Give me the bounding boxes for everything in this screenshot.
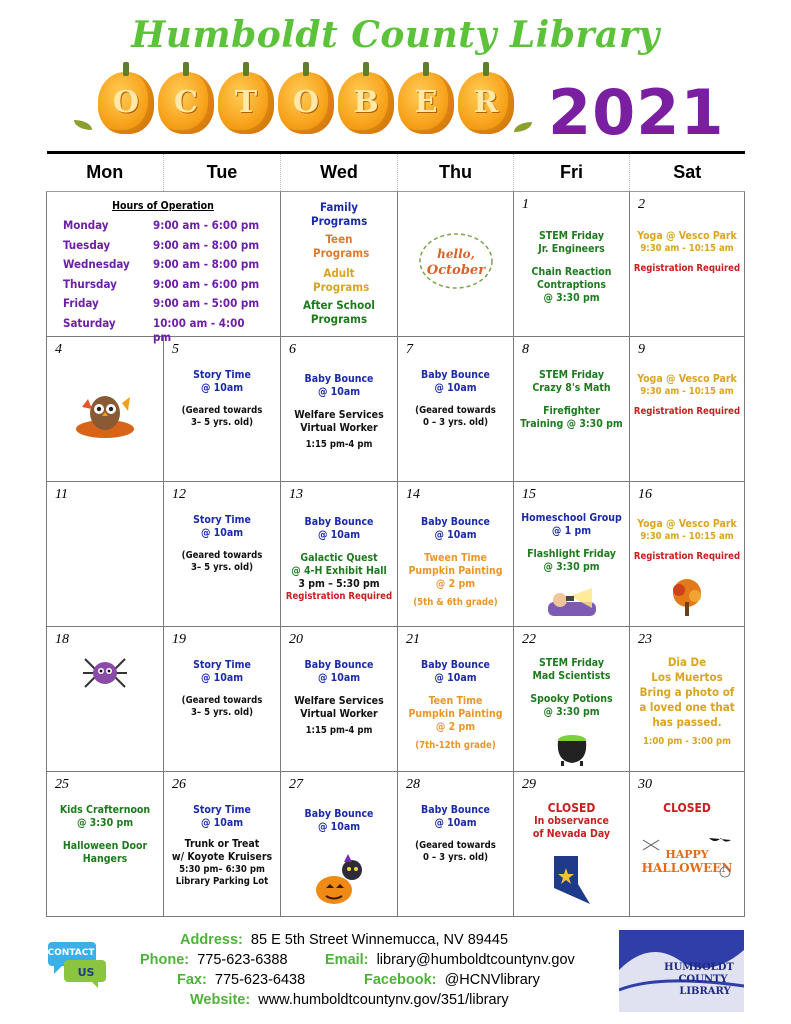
hours-time: 9:00 am - 5:00 pm — [153, 296, 260, 310]
day-events — [632, 802, 742, 815]
event-line: 3– 5 yrs. old) — [190, 417, 254, 428]
weekday-mon: Mon — [47, 153, 164, 192]
event-line: (Geared towards — [181, 695, 263, 706]
hours-row — [63, 296, 263, 316]
day-number: 9 — [638, 342, 645, 357]
event-line: Baby Bounce — [304, 516, 374, 528]
day-number: 23 — [638, 632, 652, 647]
event-line: (Geared towards — [415, 405, 496, 416]
day-number: 22 — [522, 632, 536, 647]
event-line: @ 10am — [434, 529, 477, 541]
event-line: Yoga @ Vesco Park — [637, 230, 737, 242]
event-line: 9:30 am - 10:15 am — [640, 243, 734, 254]
day-cell — [164, 482, 281, 627]
day-cell — [164, 772, 281, 917]
event-line: @ 10am — [434, 382, 477, 394]
page-title: Humboldt County Library — [131, 14, 660, 56]
event-line: Registration Required — [633, 551, 741, 562]
day-events — [632, 518, 742, 563]
event-line: Yoga @ Vesco Park — [637, 373, 737, 385]
event-line: STEM Friday — [538, 657, 605, 669]
event-line: 0 – 3 yrs. old) — [422, 417, 488, 428]
day-number: 1 — [522, 197, 529, 212]
day-events — [516, 369, 627, 431]
day-cell — [281, 627, 398, 772]
event-line: Teen Time — [428, 695, 483, 707]
hours-day: Saturday — [63, 315, 116, 330]
event-line: 1:00 pm - 3:00 pm — [642, 736, 731, 747]
address-value: 85 E 5th Street Winnemucca, NV 89445 — [250, 932, 509, 948]
day-cell — [630, 482, 745, 627]
event-line: 5:30 pm– 6:30 pm — [179, 864, 265, 875]
happy-text: HAPPY — [665, 848, 709, 861]
email-link[interactable]: library@humboldtcountynv.gov — [376, 952, 575, 968]
event-line: Chain Reaction — [531, 266, 612, 278]
event-line: @ 3:30 pm — [543, 706, 600, 718]
event-line: @ 10am — [317, 672, 361, 684]
day-number: 27 — [289, 777, 303, 792]
day-events — [400, 369, 511, 429]
email-line — [325, 952, 575, 968]
logo-text: LIBRARY — [679, 986, 731, 997]
event-line: Registration Required — [285, 591, 393, 602]
day-cell — [514, 337, 630, 482]
happy-halloween-icon — [639, 836, 735, 880]
event-line: 3– 5 yrs. old) — [190, 707, 254, 718]
event-line: (7th-12th grade) — [415, 740, 496, 751]
event-line: Welfare Services — [294, 409, 384, 421]
day-cell — [398, 772, 514, 917]
svg-text:hello,: hello, — [436, 247, 475, 261]
event-line: @ 10am — [434, 672, 477, 684]
day-cell — [514, 192, 630, 337]
legend-teen: Teen Programs — [313, 232, 370, 260]
event-line: @ 10am — [200, 817, 244, 829]
year-label: 2021 — [548, 76, 725, 149]
day-cell — [630, 337, 745, 482]
event-line: Flashlight Friday — [527, 548, 616, 560]
event-line: Hangers — [82, 853, 128, 865]
address-label: Address: — [180, 932, 243, 948]
event-line: @ 10am — [200, 382, 244, 394]
day-cell — [47, 482, 164, 627]
day-events — [632, 373, 742, 418]
event-line: Galactic Quest — [300, 552, 378, 564]
event-line: 3– 5 yrs. old) — [190, 562, 254, 573]
day-events — [632, 230, 742, 275]
day-number: 7 — [406, 342, 413, 357]
event-line: Trunk or Treat — [184, 838, 260, 850]
legend-after-school: After School Programs — [303, 298, 375, 326]
day-cell — [398, 482, 514, 627]
day-cell — [514, 627, 630, 772]
event-line: 1:15 pm-4 pm — [305, 439, 373, 450]
event-line: CLOSED — [663, 801, 711, 815]
event-line: Library Parking Lot — [175, 876, 269, 887]
fax-value: 775-623-6438 — [214, 972, 306, 988]
hours-time: 9:00 am - 6:00 pm — [153, 218, 260, 232]
pumpkin-letter-icon: O — [98, 72, 154, 134]
event-line: (Geared towards — [415, 840, 496, 851]
fax-line — [177, 972, 305, 988]
event-line: 9:30 am - 10:15 am — [640, 386, 734, 397]
hours-day: Wednesday — [63, 257, 130, 271]
event-line: Baby Bounce — [304, 373, 374, 385]
event-line: (Geared towards — [181, 550, 263, 561]
day-events — [166, 659, 278, 719]
event-line: Training @ 3:30 pm — [520, 418, 623, 430]
day-cell — [630, 627, 745, 772]
event-line: @ 3:30 pm — [543, 292, 600, 304]
event-line: @ 10am — [317, 821, 361, 833]
day-events — [166, 804, 278, 888]
day-cell — [281, 482, 398, 627]
day-number: 18 — [55, 632, 69, 647]
day-number: 20 — [289, 632, 303, 647]
event-line: (5th & 6th grade) — [413, 597, 498, 608]
weekday-fri: Fri — [514, 153, 630, 192]
website-label: Website: — [190, 992, 251, 1008]
flashlight-reading-icon — [544, 586, 600, 624]
hours-row — [63, 218, 263, 238]
day-events — [516, 802, 627, 841]
day-number: 30 — [638, 777, 652, 792]
day-cell — [514, 482, 630, 627]
event-line: (Geared towards — [181, 405, 263, 416]
event-line: Baby Bounce — [304, 808, 374, 820]
hours-heading: Hours of Operation — [112, 200, 214, 212]
event-line: @ 10am — [434, 817, 477, 829]
day-number: 25 — [55, 777, 69, 792]
nevada-state-icon — [552, 854, 592, 910]
event-line: Yoga @ Vesco Park — [637, 518, 737, 530]
pumpkin-letter-icon: E — [398, 72, 454, 134]
week-row — [47, 482, 745, 627]
calendar-grid — [46, 151, 745, 917]
day-cell — [630, 192, 745, 337]
pumpkin-letter-icon: T — [218, 72, 274, 134]
week-row — [47, 772, 745, 917]
phone-value[interactable]: 775-623-6388 — [197, 952, 288, 968]
day-cell — [398, 192, 514, 337]
day-number: 26 — [172, 777, 186, 792]
website-line — [190, 992, 509, 1008]
day-number: 4 — [55, 342, 62, 357]
autumn-tree-icon — [665, 578, 709, 622]
event-line: 3 pm – 5:30 pm — [298, 578, 380, 590]
legend-family: Family Programs — [311, 200, 368, 228]
fax-label: Fax: — [177, 972, 207, 988]
event-line: Baby Bounce — [421, 804, 490, 816]
event-line: CLOSED — [547, 801, 596, 815]
event-line: Crazy 8's Math — [532, 382, 611, 394]
hours-day: Tuesday — [63, 237, 111, 252]
week-row — [47, 337, 745, 482]
pumpkin-letter-icon: R — [458, 72, 514, 134]
event-line: In observance — [534, 815, 609, 827]
day-number: 12 — [172, 487, 186, 502]
halloween-text: HALLOWEEN — [641, 861, 733, 875]
hours-row — [63, 315, 263, 344]
event-line: Baby Bounce — [421, 659, 490, 671]
event-line: @ 1 pm — [551, 525, 592, 537]
pumpkin-letter-icon: C — [158, 72, 214, 134]
event-line: Contraptions — [536, 279, 607, 291]
autumn-owl-icon — [74, 387, 136, 443]
hours-day: Monday — [63, 218, 109, 232]
event-line: 0 – 3 yrs. old) — [422, 852, 488, 863]
event-line: Story Time — [193, 369, 251, 381]
cauldron-icon — [552, 731, 592, 771]
event-line: has passed. — [652, 715, 722, 729]
event-line: Homeschool Group — [521, 512, 622, 524]
event-line: @ 2 pm — [435, 721, 476, 733]
event-line: Baby Bounce — [304, 659, 374, 671]
day-events — [283, 373, 395, 451]
day-number: 16 — [638, 487, 652, 502]
weekday-header-row — [47, 153, 745, 192]
event-line: w/ Koyote Kruisers — [171, 851, 273, 863]
event-line: Pumpkin Painting — [408, 565, 503, 577]
event-line: @ 3:30 pm — [543, 561, 600, 573]
day-events — [400, 804, 511, 864]
event-line: Pumpkin Painting — [408, 708, 503, 720]
week-row — [47, 627, 745, 772]
address-line — [180, 932, 508, 948]
week-row — [47, 192, 745, 337]
day-cell — [514, 772, 630, 917]
weekday-sat: Sat — [630, 153, 745, 192]
facebook-line — [364, 972, 540, 988]
event-line: @ 10am — [200, 527, 244, 539]
event-line: @ 10am — [200, 672, 244, 684]
event-line: Baby Bounce — [421, 516, 490, 528]
event-line: Los Muertos — [651, 670, 723, 684]
event-line: a loved one that — [639, 700, 735, 714]
leaf-icon — [74, 120, 92, 130]
event-line: Spooky Potions — [530, 693, 613, 705]
event-line: Baby Bounce — [421, 369, 490, 381]
event-line: Story Time — [193, 804, 251, 816]
day-cell — [164, 337, 281, 482]
event-line: Mad Scientists — [532, 670, 611, 682]
day-events — [400, 659, 511, 752]
contact-text: CONTACT — [47, 948, 95, 958]
day-number: 21 — [406, 632, 420, 647]
weekday-thu: Thu — [398, 153, 514, 192]
event-line: Halloween Door — [62, 840, 148, 852]
day-events — [49, 804, 161, 866]
event-line: STEM Friday — [538, 230, 605, 242]
weekday-wed: Wed — [281, 153, 398, 192]
event-line: Registration Required — [633, 263, 741, 274]
hours-row — [63, 277, 263, 297]
day-number: 11 — [55, 487, 68, 502]
event-line: Story Time — [193, 514, 251, 526]
us-text: US — [77, 966, 95, 979]
day-cell — [630, 772, 745, 917]
pumpkin-letter-icon: B — [338, 72, 394, 134]
svg-text:October: October — [426, 263, 485, 278]
day-events — [283, 808, 395, 834]
day-number: 5 — [172, 342, 179, 357]
event-line: Dia De — [667, 655, 707, 669]
day-events — [632, 655, 742, 748]
hours-day: Thursday — [63, 276, 117, 291]
day-events — [283, 516, 395, 603]
event-line: Story Time — [193, 659, 251, 671]
event-line: Firefighter — [543, 405, 600, 417]
day-cell — [281, 772, 398, 917]
event-line: Kids Crafternoon — [59, 804, 151, 816]
event-line: Jr. Engineers — [538, 243, 605, 255]
day-cell — [164, 627, 281, 772]
facebook-link[interactable]: @HCNVlibrary — [444, 972, 540, 988]
hello-october-badge — [415, 230, 497, 292]
day-cell — [47, 772, 164, 917]
hours-time: 9:00 am - 8:00 pm — [153, 257, 260, 271]
day-events — [283, 659, 395, 737]
hours-time: 9:00 am - 8:00 pm — [153, 237, 260, 252]
day-number: 28 — [406, 777, 420, 792]
hours-row — [63, 257, 263, 277]
event-line: Bring a photo of — [639, 685, 735, 699]
legend-cell — [281, 192, 398, 337]
event-line: 9:30 am - 10:15 am — [640, 531, 734, 542]
event-line: @ 10am — [317, 386, 361, 398]
event-line: 1:15 pm-4 pm — [305, 725, 373, 736]
program-legend — [283, 200, 395, 326]
day-events — [400, 516, 511, 609]
hours-row — [63, 238, 263, 258]
hours-time: 9:00 am - 6:00 pm — [153, 276, 260, 291]
legend-adult: Adult Programs — [313, 266, 370, 294]
logo-text: COUNTY — [678, 974, 728, 985]
hours-cell — [47, 192, 281, 344]
day-number: 13 — [289, 487, 303, 502]
day-events — [516, 512, 627, 574]
library-logo — [619, 930, 744, 1012]
logo-text: HUMBOLDT — [664, 962, 734, 973]
weekday-tue: Tue — [164, 153, 281, 192]
hours-of-operation — [63, 200, 263, 344]
day-number: 6 — [289, 342, 296, 357]
day-events — [516, 230, 627, 305]
day-number: 8 — [522, 342, 529, 357]
event-line: @ 4-H Exhibit Hall — [291, 565, 387, 577]
day-number: 29 — [522, 777, 536, 792]
day-number: 14 — [406, 487, 420, 502]
pumpkin-cat-icon — [312, 854, 366, 910]
website-link[interactable]: www.humboldtcountynv.gov/351/library — [258, 992, 509, 1008]
day-cell — [281, 337, 398, 482]
event-line: Virtual Worker — [300, 422, 378, 434]
pumpkin-letter-icon: O — [278, 72, 334, 134]
october-pumpkin-banner — [74, 62, 534, 142]
day-events — [516, 657, 627, 719]
day-cell — [398, 337, 514, 482]
contact-us-icon[interactable] — [46, 938, 108, 988]
hours-time: 10:00 am - 4:00 pm — [153, 315, 245, 344]
day-cell — [47, 337, 164, 482]
hours-day: Friday — [63, 296, 99, 310]
day-number: 15 — [522, 487, 536, 502]
day-events — [166, 369, 278, 429]
event-line: @ 10am — [317, 529, 361, 541]
event-line: @ 3:30 pm — [76, 817, 134, 829]
event-line: Virtual Worker — [300, 708, 378, 720]
event-line: Welfare Services — [294, 695, 384, 707]
spider-icon — [81, 649, 129, 697]
event-line: Tween Time — [424, 552, 487, 564]
event-line: @ 2 pm — [435, 578, 476, 590]
event-line: of Nevada Day — [532, 828, 611, 840]
email-label: Email: — [325, 952, 369, 968]
day-cell — [47, 627, 164, 772]
day-number: 2 — [638, 197, 645, 212]
facebook-label: Facebook: — [364, 972, 437, 988]
event-line: STEM Friday — [538, 369, 605, 381]
day-number: 19 — [172, 632, 186, 647]
day-events — [166, 514, 278, 574]
leaf-icon — [514, 122, 532, 132]
phone-label: Phone: — [140, 952, 190, 968]
phone-line — [140, 952, 288, 968]
event-line: Registration Required — [633, 406, 741, 417]
day-cell — [398, 627, 514, 772]
